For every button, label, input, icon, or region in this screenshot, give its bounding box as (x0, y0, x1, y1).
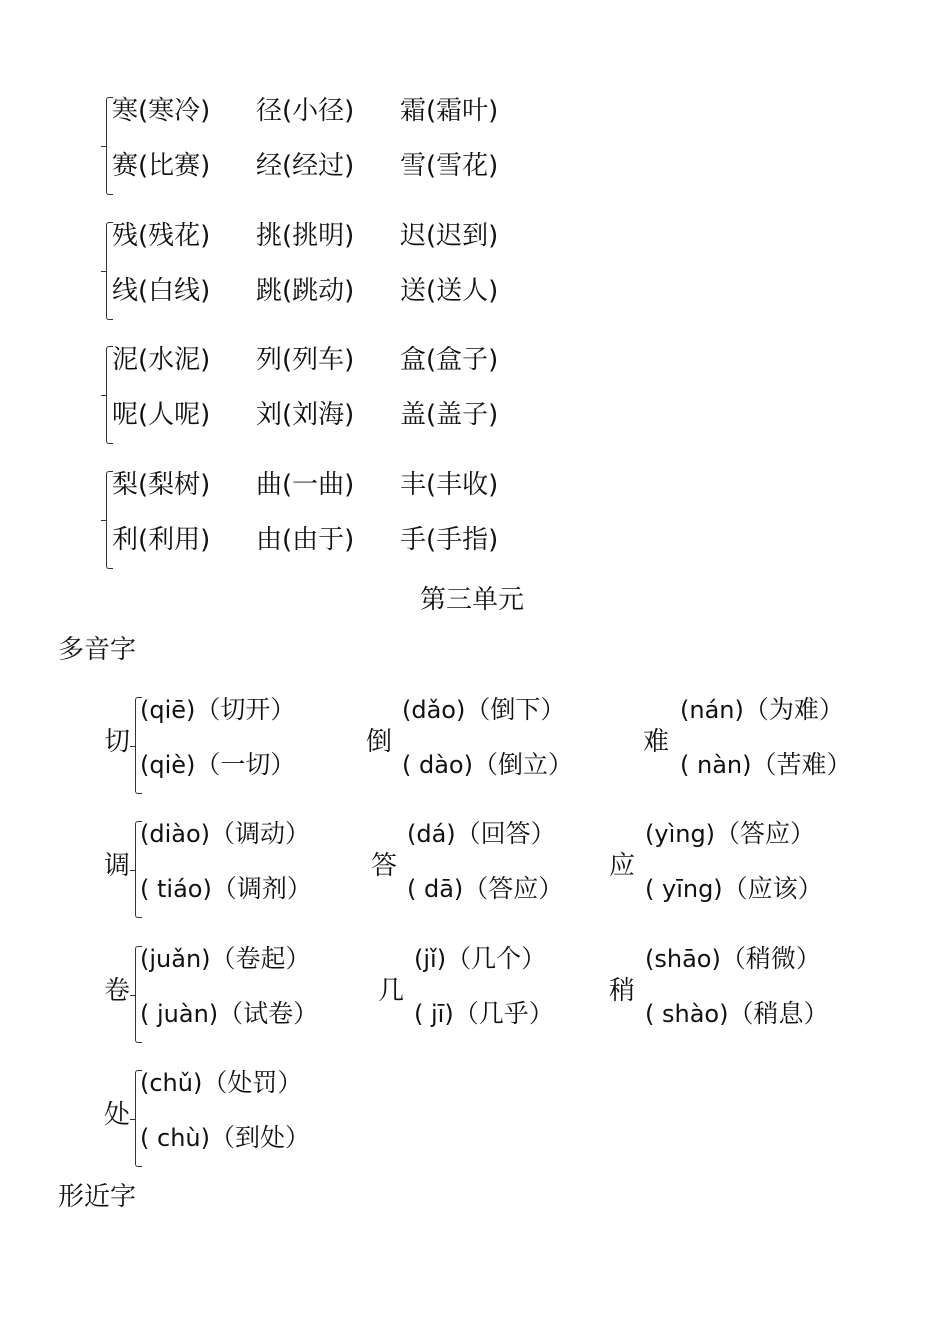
polyphonic-char: 切 (104, 727, 131, 757)
pinyin: ( shào) (645, 1000, 729, 1028)
pinyin: ( jī) (414, 1000, 454, 1028)
word-entry: 盖(盖子) (400, 400, 499, 430)
pinyin: (dá) (407, 820, 456, 848)
pinyin: (dǎo) (402, 696, 466, 724)
word-entry: 残(残花) (112, 221, 211, 251)
reading (645, 999, 828, 1029)
pinyin: ( juàn) (140, 1000, 219, 1028)
gloss: （答应） (715, 819, 816, 848)
reading (645, 874, 823, 904)
polyphonic-char: 应 (609, 851, 636, 881)
reading (407, 819, 556, 849)
reading (645, 944, 821, 974)
word-entry: 曲(一曲) (256, 470, 355, 500)
word-entry: 挑(挑明) (256, 221, 355, 251)
pinyin: ( nàn) (680, 751, 752, 779)
reading (402, 695, 565, 725)
gloss: （几乎） (453, 999, 554, 1028)
word-entry: 泥(水泥) (112, 345, 211, 375)
polyphonic-char: 难 (643, 727, 670, 757)
word-entry: 霜(霜叶) (400, 96, 499, 126)
word-entry: 寒(寒冷) (112, 96, 211, 126)
pinyin: (qiē) (140, 696, 196, 724)
pinyin: (diào) (140, 820, 211, 848)
gloss: （试卷） (218, 999, 319, 1028)
gloss: （几个） (446, 944, 547, 973)
pinyin: ( dā) (407, 875, 464, 903)
gloss: （倒立） (472, 750, 573, 779)
word-entry: 迟(迟到) (400, 221, 499, 251)
word-entry: 盒(盒子) (400, 345, 499, 375)
gloss: （稍息） (728, 999, 829, 1028)
reading (140, 750, 295, 780)
pinyin: (yìng) (645, 820, 716, 848)
reading (140, 944, 311, 974)
word-entry: 跳(跳动) (256, 276, 355, 306)
word-entry: 由(由于) (256, 525, 355, 555)
polyphonic-char: 稍 (609, 976, 636, 1006)
pinyin: ( chù) (140, 1124, 210, 1152)
word-entry: 梨(梨树) (112, 470, 211, 500)
reading (140, 874, 312, 904)
word-entry: 赛(比赛) (112, 151, 211, 181)
gloss: （处罚） (202, 1068, 303, 1097)
word-entry: 丰(丰收) (400, 470, 499, 500)
pinyin: (qiè) (140, 751, 196, 779)
gloss: （一切） (195, 750, 296, 779)
polyphonic-char: 倒 (366, 727, 393, 757)
reading (645, 819, 815, 849)
reading (680, 695, 844, 725)
reading (140, 819, 310, 849)
word-entry: 手(手指) (400, 525, 499, 555)
reading (140, 695, 295, 725)
polyphonic-char: 几 (378, 976, 405, 1006)
gloss: （答应） (463, 874, 564, 903)
polyphonic-char: 答 (371, 851, 398, 881)
word-entry: 刘(刘海) (256, 400, 355, 430)
reading (140, 999, 318, 1029)
reading (407, 874, 563, 904)
reading (680, 750, 852, 780)
reading (140, 1068, 302, 1098)
reading (414, 999, 554, 1029)
word-entry: 列(列车) (256, 345, 355, 375)
polyphonic-char: 调 (104, 851, 131, 881)
pinyin: (jǐ) (414, 945, 447, 973)
word-entry: 送(送人) (400, 276, 499, 306)
gloss: （卷起） (210, 944, 311, 973)
section-heading-similar: 形近字 (58, 1182, 137, 1212)
polyphonic-char: 处 (104, 1100, 131, 1130)
pinyin: (chǔ) (140, 1069, 203, 1097)
pinyin: (shāo) (645, 945, 721, 973)
word-entry: 利(利用) (112, 525, 211, 555)
unit-title: 第三单元 (420, 585, 525, 615)
section-heading-polyphonic: 多音字 (58, 635, 137, 665)
reading (402, 750, 573, 780)
gloss: （苦难） (751, 750, 852, 779)
gloss: （稍微） (720, 944, 821, 973)
gloss: （切开） (195, 695, 296, 724)
polyphonic-char: 卷 (104, 976, 131, 1006)
word-entry: 线(白线) (112, 276, 211, 306)
gloss: （为难） (743, 695, 844, 724)
word-entry: 雪(雪花) (400, 151, 499, 181)
pinyin: ( dào) (402, 751, 473, 779)
gloss: （倒下） (465, 695, 566, 724)
gloss: （回答） (455, 819, 556, 848)
word-entry: 径(小径) (256, 96, 355, 126)
word-entry: 呢(人呢) (112, 400, 211, 430)
gloss: （调动） (210, 819, 311, 848)
reading (140, 1123, 310, 1153)
gloss: （到处） (209, 1123, 310, 1152)
word-entry: 经(经过) (256, 151, 355, 181)
gloss: （调剂） (211, 874, 312, 903)
pinyin: ( tiáo) (140, 875, 212, 903)
reading (414, 944, 546, 974)
pinyin: (nán) (680, 696, 744, 724)
pinyin: ( yīng) (645, 875, 723, 903)
pinyin: (juǎn) (140, 945, 211, 973)
gloss: （应该） (722, 874, 823, 903)
